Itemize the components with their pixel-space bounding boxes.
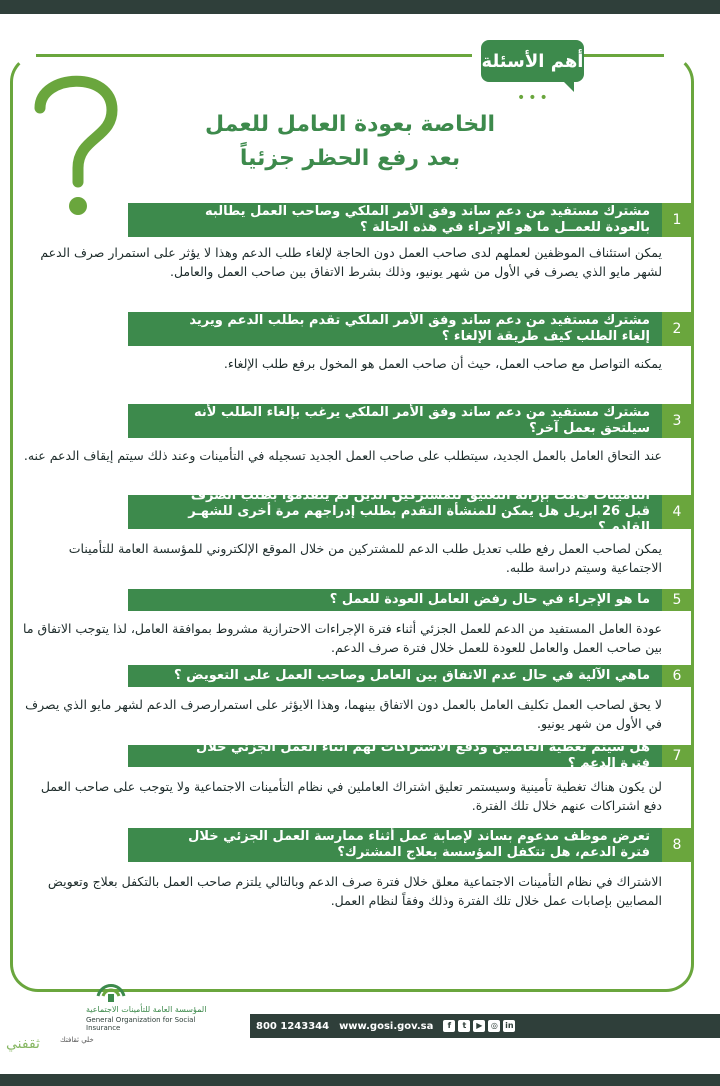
org-name: [86, 1005, 226, 1032]
faq-question: ما هو الإجراء في حال رفض العامل العودة للعمل ؟: [128, 589, 662, 611]
gosi-logo-icon: [96, 978, 126, 1006]
faq-question: مشترك مستفيد من دعم ساند وفق الأمر الملكي تقدم بطلب الدعم ويريد إلغاء الطلب كيف طريقة الإلغاء ؟: [128, 312, 662, 346]
page-title-line1: الخاصة بعودة العامل للعمل: [204, 112, 496, 137]
instagram-icon[interactable]: ◎: [488, 1020, 500, 1032]
linkedin-icon[interactable]: in: [505, 1021, 514, 1030]
faq-number: 7: [662, 745, 692, 767]
footer-contact-strip: [250, 1014, 720, 1038]
faq-answer: لن يكون هناك تغطية تأمينية وسيستمر تعليق اشتراك العاملين في نظام التأمينات الاجتماعية ولا يتوجب على صاحب العمل دفع اشتراكات عنهم خلال تلك الفترة.: [40, 779, 662, 813]
faq-answer: لا يحق لصاحب العمل تكليف العامل بالعمل دون الاتفاق بينهما، وهذا الايؤثر على استمرارصرف الدعم لشهر مايو الذي يصرف في الأول من شهر يونيو.: [25, 697, 662, 731]
org-name-ar: المؤسسة العامة للتأمينات الاجتماعية: [86, 1005, 207, 1014]
faq-question: ماهي الآلية في حال عدم الاتفاق بين العامل وصاحب العمل على التعويض ؟: [128, 665, 662, 687]
faq-number: 1: [662, 203, 692, 237]
twitter-icon[interactable]: t: [458, 1020, 470, 1032]
frame-top-line-left: [36, 54, 472, 57]
youtube-icon[interactable]: ▶: [473, 1020, 485, 1032]
top-bar: [0, 0, 720, 14]
faq-number: 8: [662, 828, 692, 862]
bottom-bar: [0, 1074, 720, 1086]
watermark-logo: ثقفني: [6, 1036, 40, 1052]
frame-top-line-right: [584, 54, 664, 57]
faq-question: هل سيتم تغطية العاملين ودفع الاشتراكات لهم أثناء العمل الجزئي خلال فترة الدعم ؟: [128, 745, 662, 767]
faq-number: 3: [662, 404, 692, 438]
page-title-line2: بعد رفع الحظر جزئياً: [239, 146, 461, 171]
faq-answer: يمكنه التواصل مع صاحب العمل، حيث أن صاحب العمل هو المخول برفع طلب الإلغاء.: [223, 356, 662, 371]
faq-answer: يمكن استئناف الموظفين لعملهم لدى صاحب العمل دون الحاجة لإلغاء طلب الدعم وهذا لا يؤثر على استمرار صرف الدعم لشهر مايو الذي يصرف في الأول من شهر يونيو، وذلك بشرط الاتفاق بين صاحب العمل والعامل.: [40, 245, 662, 279]
faq-answer: الاشتراك في نظام التأمينات الاجتماعية معلق خلال فترة صرف الدعم وبالتالي يلتزم صاحب العمل بالتكفل بعلاج وتعويض المصابين بإصابات عمل خلال تلك الفترة وذلك وفقاً لنظام العمل.: [47, 874, 662, 908]
faq-question: مشترك مستفيد من دعم ساند وفق الأمر الملكي وصاحب العمل يطالبه بالعودة للعمــل ما هو الإجراء في هذه الحالة ؟: [128, 203, 662, 237]
org-name-en: General Organization for Social Insurance: [86, 1016, 196, 1032]
watermark-subtitle: خلي ثقافتك: [60, 1036, 94, 1044]
faq-answer: يمكن لصاحب العمل رفع طلب تعديل طلب الدعم للمشتركين من خلال الموقع الإلكتروني للمؤسسة العامة للتأمينات الاجتماعية وسيتم دراسة طلبه.: [68, 541, 662, 575]
social-icons: [443, 1020, 515, 1032]
faq-number: 4: [662, 495, 692, 529]
header-dots: •••: [517, 90, 551, 106]
website-link[interactable]: www.gosi.gov.sa: [339, 1020, 434, 1032]
faq-question: تعرض موظف مدعوم بساند لإصابة عمل أثناء ممارسة العمل الجزئي خلال فترة الدعم، هل تتكفل المؤسسة بعلاج المشترك؟: [128, 828, 662, 862]
faq-number: 5: [662, 589, 692, 611]
question-mark-icon: [26, 60, 122, 220]
faq-answer: عودة العامل المستفيد من الدعم للعمل الجزئي أثناء فترة الإجراءات الاحترازية مشروط بموافقة العامل، لذا يتوجب الاتفاق ما بين صاحب العمل والعامل للعودة للعمل خلال فترة صرف الدعم.: [23, 621, 662, 655]
faq-question: التأمينات قامت بإزالة التعليق للمشتركين الذين لم يتقدموا بطلب الصرف قبل 26 ابريل هل يمكن للمنشأة التقدم بطلب إدراجهم مرة أخرى للشهـر القادم ؟: [128, 495, 662, 529]
faq-number: 2: [662, 312, 692, 346]
faq-answer: عند التحاق العامل بالعمل الجديد، سيتطلب على صاحب العمل الجديد تسجيله في التأمينات وعند ذلك سيتم إيقاف الدعم عنه.: [23, 448, 662, 463]
faq-question: مشترك مستفيد من دعم ساند وفق الأمر الملكي يرغب بإلغاء الطلب لأنه سيلتحق بعمل آخر؟: [128, 404, 662, 438]
header-badge: أهم الأسئلة: [481, 40, 584, 82]
faq-number: 6: [662, 665, 692, 687]
badge-tail: [562, 80, 574, 92]
facebook-icon[interactable]: f: [443, 1020, 455, 1032]
phone-number: 800 1243344: [256, 1020, 330, 1032]
